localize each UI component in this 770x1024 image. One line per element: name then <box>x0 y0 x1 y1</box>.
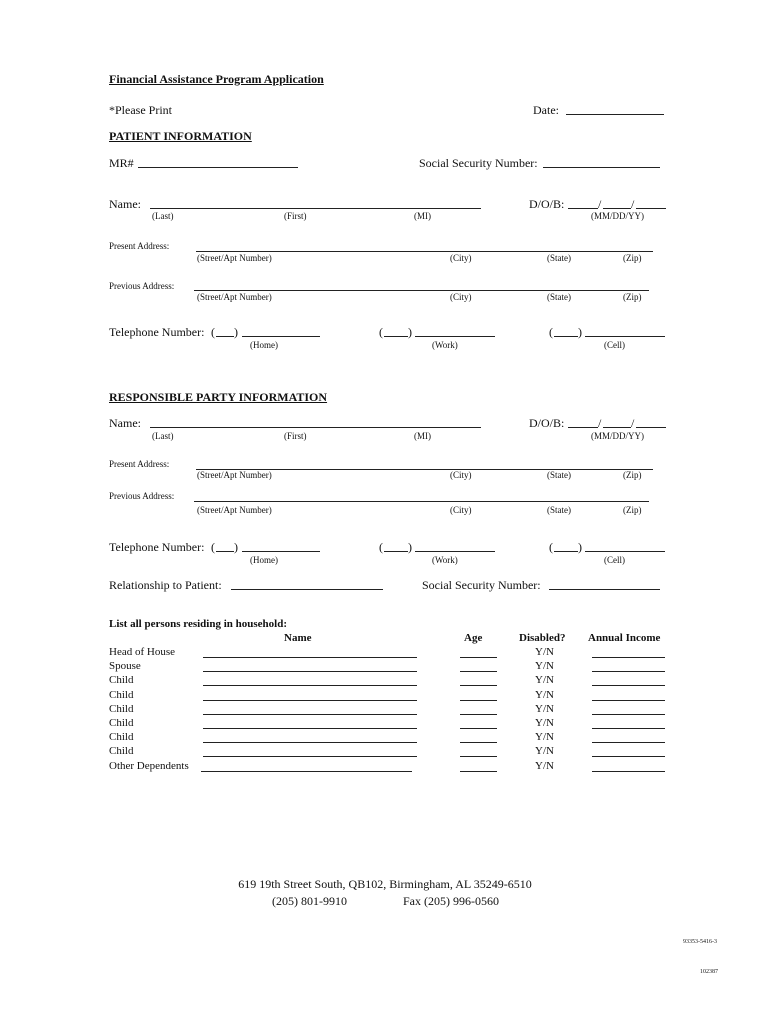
date-label: Date: <box>533 103 559 117</box>
patient-dob-label: D/O/B: <box>529 197 565 211</box>
responsible-dob-label: D/O/B: <box>529 416 565 430</box>
patient-section-title: PATIENT INFORMATION <box>109 129 252 143</box>
household-age-field[interactable] <box>460 657 497 658</box>
patient-work-phone-field[interactable] <box>415 336 495 337</box>
household-age-field[interactable] <box>460 728 497 729</box>
household-col-income: Annual Income <box>588 632 661 644</box>
household-income-field[interactable] <box>592 657 665 658</box>
household-row-label: Other Dependents <box>109 759 189 772</box>
household-disabled-choice[interactable]: Y/N <box>535 731 554 744</box>
household-age-field[interactable] <box>460 714 497 715</box>
household-name-field[interactable] <box>203 685 417 686</box>
patient-ssn-label: Social Security Number: <box>419 156 538 170</box>
household-disabled-choice[interactable]: Y/N <box>535 674 554 687</box>
state-caption: (State) <box>547 253 571 263</box>
household-age-field[interactable] <box>460 742 497 743</box>
responsible-dob-month[interactable] <box>568 427 598 428</box>
responsible-name-field[interactable] <box>150 427 481 428</box>
household-income-field[interactable] <box>592 714 665 715</box>
mr-label: MR# <box>109 156 134 170</box>
street-caption: (Street/Apt Number) <box>197 253 272 263</box>
date-field[interactable] <box>566 114 664 115</box>
zip-caption: (Zip) <box>623 253 642 263</box>
footer-address: 619 19th Street South, QB102, Birmingham, AL 35249-6510 <box>238 877 532 891</box>
patient-present-address-label: Present Address: <box>109 241 170 251</box>
form-title: Financial Assistance Program Application <box>109 72 324 86</box>
patient-mi-caption: (MI) <box>414 211 431 221</box>
household-disabled-choice[interactable]: Y/N <box>535 660 554 673</box>
household-name-field[interactable] <box>203 756 417 757</box>
household-disabled-choice[interactable]: Y/N <box>535 717 554 729</box>
street-caption: (Street/Apt Number) <box>197 470 272 480</box>
responsible-first-caption: (First) <box>284 431 307 441</box>
responsible-ssn-label: Social Security Number: <box>422 578 541 592</box>
responsible-mi-caption: (MI) <box>414 431 431 441</box>
home-caption: (Home) <box>250 340 278 350</box>
household-row-label: Child <box>109 745 134 758</box>
household-name-field[interactable] <box>203 671 417 672</box>
household-row-label: Head of House <box>109 646 175 658</box>
household-row-label: Child <box>109 717 134 729</box>
household-income-field[interactable] <box>592 742 665 743</box>
zip-caption: (Zip) <box>623 292 642 302</box>
patient-home-phone-field[interactable] <box>242 336 320 337</box>
household-name-field[interactable] <box>203 700 417 701</box>
mr-field[interactable] <box>138 167 298 168</box>
household-row-label: Spouse <box>109 660 141 673</box>
area-code-open: ( <box>211 540 215 554</box>
state-caption: (State) <box>547 470 571 480</box>
area-code-open: ( <box>211 325 215 339</box>
household-disabled-choice[interactable]: Y/N <box>535 688 554 701</box>
household-age-field[interactable] <box>460 671 497 672</box>
footer-phone: (205) 801-9910 <box>272 894 347 908</box>
responsible-home-area-code[interactable] <box>216 551 234 552</box>
area-code-close: ) <box>234 540 238 554</box>
area-code-open: ( <box>379 540 383 554</box>
responsible-cell-area-code[interactable] <box>554 551 578 552</box>
patient-present-address-field[interactable] <box>196 251 653 252</box>
responsible-previous-address-label: Previous Address: <box>109 491 175 501</box>
patient-name-label: Name: <box>109 197 141 211</box>
city-caption: (City) <box>450 505 472 515</box>
street-caption: (Street/Apt Number) <box>197 292 272 302</box>
household-income-field[interactable] <box>592 756 665 757</box>
household-col-name: Name <box>284 632 312 644</box>
household-age-field[interactable] <box>460 771 497 772</box>
responsible-section-title: RESPONSIBLE PARTY INFORMATION <box>109 390 328 404</box>
patient-dob-month[interactable] <box>568 208 598 209</box>
relationship-label: Relationship to Patient: <box>109 578 222 592</box>
responsible-previous-address-field[interactable] <box>194 501 649 502</box>
zip-caption: (Zip) <box>623 505 642 515</box>
household-disabled-choice[interactable]: Y/N <box>535 759 554 772</box>
responsible-work-phone-field[interactable] <box>415 551 495 552</box>
area-code-close: ) <box>234 325 238 339</box>
zip-caption: (Zip) <box>623 470 642 480</box>
household-name-field[interactable] <box>201 771 412 772</box>
household-col-age: Age <box>464 632 483 644</box>
responsible-telephone-label: Telephone Number: <box>109 540 205 554</box>
home-caption: (Home) <box>250 555 278 565</box>
street-caption: (Street/Apt Number) <box>197 505 272 515</box>
household-row-label: Child <box>109 702 134 715</box>
area-code-close: ) <box>578 540 582 554</box>
city-caption: (City) <box>450 253 472 263</box>
area-code-close: ) <box>408 325 412 339</box>
household-name-field[interactable] <box>203 728 417 729</box>
responsible-dob-format-caption: (MM/DD/YY) <box>591 431 644 441</box>
household-col-disabled: Disabled? <box>519 632 566 644</box>
patient-cell-phone-field[interactable] <box>585 336 665 337</box>
household-income-field[interactable] <box>592 728 665 729</box>
household-name-field[interactable] <box>203 657 417 658</box>
responsible-cell-phone-field[interactable] <box>585 551 665 552</box>
patient-previous-address-field[interactable] <box>194 290 649 291</box>
household-disabled-choice[interactable]: Y/N <box>535 646 554 658</box>
household-row-label: Child <box>109 674 134 687</box>
household-row-label: Child <box>109 688 134 701</box>
responsible-present-address-label: Present Address: <box>109 459 170 469</box>
patient-telephone-label: Telephone Number: <box>109 325 205 339</box>
patient-dob-format-caption: (MM/DD/YY) <box>591 211 644 221</box>
footer-fax: Fax (205) 996-0560 <box>403 894 499 908</box>
responsible-home-phone-field[interactable] <box>242 551 320 552</box>
household-name-field[interactable] <box>203 714 417 715</box>
dob-slash: / <box>598 197 602 211</box>
form-revision: 102387 <box>700 969 718 975</box>
household-age-field[interactable] <box>460 700 497 701</box>
responsible-name-label: Name: <box>109 416 141 430</box>
area-code-open: ( <box>549 325 553 339</box>
household-income-field[interactable] <box>592 771 665 772</box>
patient-previous-address-label: Previous Address: <box>109 281 175 291</box>
patient-last-caption: (Last) <box>152 211 174 221</box>
dob-slash: / <box>598 416 602 430</box>
patient-first-caption: (First) <box>284 211 307 221</box>
state-caption: (State) <box>547 505 571 515</box>
patient-dob-day[interactable] <box>603 208 631 209</box>
responsible-dob-year[interactable] <box>636 427 666 428</box>
patient-work-area-code[interactable] <box>384 336 408 337</box>
household-income-field[interactable] <box>592 700 665 701</box>
patient-dob-year[interactable] <box>636 208 666 209</box>
dob-slash: / <box>631 197 635 211</box>
relationship-field[interactable] <box>231 589 383 590</box>
responsible-dob-day[interactable] <box>603 427 631 428</box>
work-caption: (Work) <box>432 555 458 565</box>
responsible-work-area-code[interactable] <box>384 551 408 552</box>
household-row-label: Child <box>109 731 134 744</box>
area-code-open: ( <box>549 540 553 554</box>
responsible-last-caption: (Last) <box>152 431 174 441</box>
dob-slash: / <box>631 416 635 430</box>
cell-caption: (Cell) <box>604 555 625 565</box>
city-caption: (City) <box>450 470 472 480</box>
household-income-field[interactable] <box>592 671 665 672</box>
work-caption: (Work) <box>432 340 458 350</box>
please-print-note: *Please Print <box>109 103 172 117</box>
responsible-ssn-field[interactable] <box>549 589 660 590</box>
household-disabled-choice[interactable]: Y/N <box>535 702 554 715</box>
state-caption: (State) <box>547 292 571 302</box>
area-code-close: ) <box>408 540 412 554</box>
household-age-field[interactable] <box>460 685 497 686</box>
city-caption: (City) <box>450 292 472 302</box>
household-disabled-choice[interactable]: Y/N <box>535 745 554 758</box>
area-code-close: ) <box>578 325 582 339</box>
household-name-field[interactable] <box>203 742 417 743</box>
household-income-field[interactable] <box>592 685 665 686</box>
patient-ssn-field[interactable] <box>543 167 660 168</box>
patient-name-field[interactable] <box>150 208 481 209</box>
cell-caption: (Cell) <box>604 340 625 350</box>
area-code-open: ( <box>379 325 383 339</box>
household-age-field[interactable] <box>460 756 497 757</box>
form-code: 93353-5416-3 <box>683 939 717 945</box>
patient-cell-area-code[interactable] <box>554 336 578 337</box>
patient-home-area-code[interactable] <box>216 336 234 337</box>
household-title: List all persons residing in household: <box>109 618 287 630</box>
